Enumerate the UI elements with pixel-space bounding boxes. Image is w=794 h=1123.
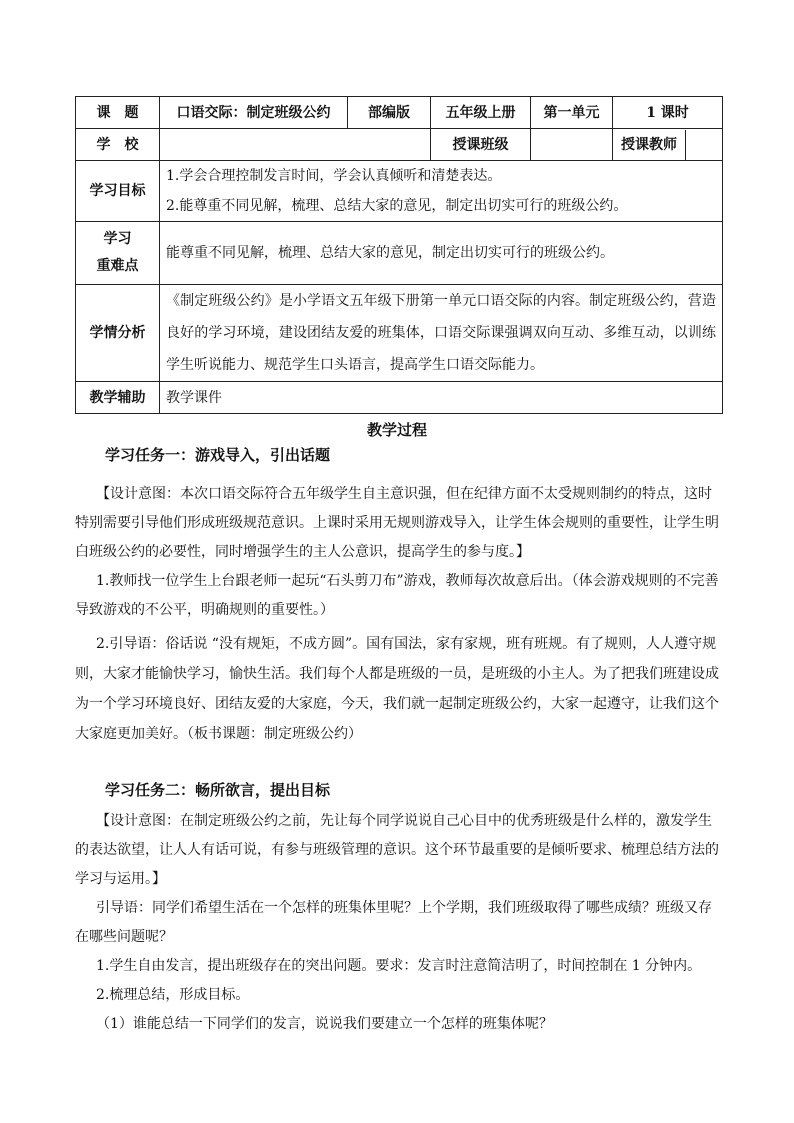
teacher-label: 授课教师 (613, 130, 686, 160)
task1-title: 学习任务一：游戏导入，引出话题 (105, 446, 331, 464)
task2-step2: 2.梳理总结，形成目标。 (96, 987, 250, 1003)
analysis-text: 《制定班级公约》是小学语文五年级下册第一单元口语交际的内容。制定班级公约，营造良好的学习环境，建设团结友爱的班集体，口语交际课强调双向互动、多维互动，以训练学生听说能力、规范学生口头语言，提高学生口语交际能力。 (160, 285, 723, 382)
class-hours: 1 课时 (613, 97, 723, 129)
goals-text (160, 161, 723, 222)
lesson-info-table (75, 96, 723, 414)
table-row (76, 97, 723, 129)
class-value (531, 129, 613, 161)
process-title: 教学过程 (366, 421, 427, 439)
table-row (76, 382, 723, 414)
task1-step1: 1.教师找一位学生上台跟老师一起玩“石头剪刀布”游戏，教师每次故意后出。（体会游戏规则的不完善导致游戏的不公平，明确规则的重要性。） (75, 573, 719, 618)
teacher-value (686, 130, 722, 160)
lesson-topic: 口语交际：制定班级公约 (160, 97, 348, 129)
task1-step2: 2.引导语：俗话说 “没有规矩，不成方圆”。国有国法，家有家规，班有班规。有了规则，人人遵守规则，大家才能愉快学习，愉快生活。我们每个人都是班级的一员，是班级的小主人。为了把我们班建设成为一个学习环境良好、团结友爱的大家庭，今天，我们就一起制定班级公约，大家一起遵守，让我们这个大家庭更加美好。（板书课题：制定班级公约） (75, 636, 719, 742)
table-row (76, 161, 723, 222)
table-row (76, 222, 723, 285)
difficulty-label-line1: 学习 (103, 231, 132, 247)
school-label: 学 校 (76, 129, 160, 161)
grade: 五年级上册 (431, 97, 531, 129)
unit: 第一单元 (531, 97, 613, 129)
goals-label: 学习目标 (76, 161, 160, 222)
task2-title: 学习任务二：畅所欲言，提出目标 (105, 781, 331, 799)
table-row (76, 129, 723, 161)
difficulty-label-line2: 重难点 (96, 258, 139, 274)
aids-label: 教学辅助 (76, 382, 160, 414)
analysis-label: 学情分析 (76, 285, 160, 382)
task2-sub1: （1）谁能总结一下同学们的发言，说说我们要建立一个怎样的班集体呢？ (96, 1016, 553, 1032)
process-body (75, 440, 723, 1039)
school-value (160, 129, 431, 161)
goal-item: 1.学会合理控制发言时间，学会认真倾听和清楚表达。 (166, 168, 502, 184)
aids-text: 教学课件 (160, 382, 723, 414)
task2-intent: 【设计意图：在制定班级公约之前，先让每个同学说说自己心目中的优秀班级是什么样的，激发学生的表达欲望，让人人有话可说，有参与班级管理的意识。这个环节最重要的是倾听要求、梳理总结方法的学习与运用。】 (75, 813, 719, 887)
table-row (76, 285, 723, 382)
topic-label: 课 题 (76, 97, 160, 129)
task2-guide: 引导语：同学们希望生活在一个怎样的班集体里呢？上个学期，我们班级取得了哪些成绩？班级又存在哪些问题呢？ (75, 900, 712, 945)
edition: 部编版 (348, 97, 431, 129)
class-label: 授课班级 (431, 129, 531, 161)
difficulty-label (76, 222, 160, 285)
goal-item: 2.能尊重不同见解，梳理、总结大家的意见，制定出切实可行的班级公约。 (166, 198, 628, 214)
difficulty-text: 能尊重不同见解，梳理、总结大家的意见，制定出切实可行的班级公约。 (160, 222, 723, 285)
task2-step1: 1.学生自由发言，提出班级存在的突出问题。要求：发言时注意简洁明了，时间控制在 1 分钟内。 (96, 958, 702, 974)
task1-intent: 【设计意图：本次口语交际符合五年级学生自主意识强，但在纪律方面不太受规则制约的特点，这时特别需要引导他们形成班级规范意识。上课时采用无规则游戏导入，让学生体会规则的重要性，让学生明白班级公约的必要性，同时增强学生的主人公意识，提高学生的参与度。】 (75, 486, 719, 560)
teacher-cell (613, 129, 723, 161)
